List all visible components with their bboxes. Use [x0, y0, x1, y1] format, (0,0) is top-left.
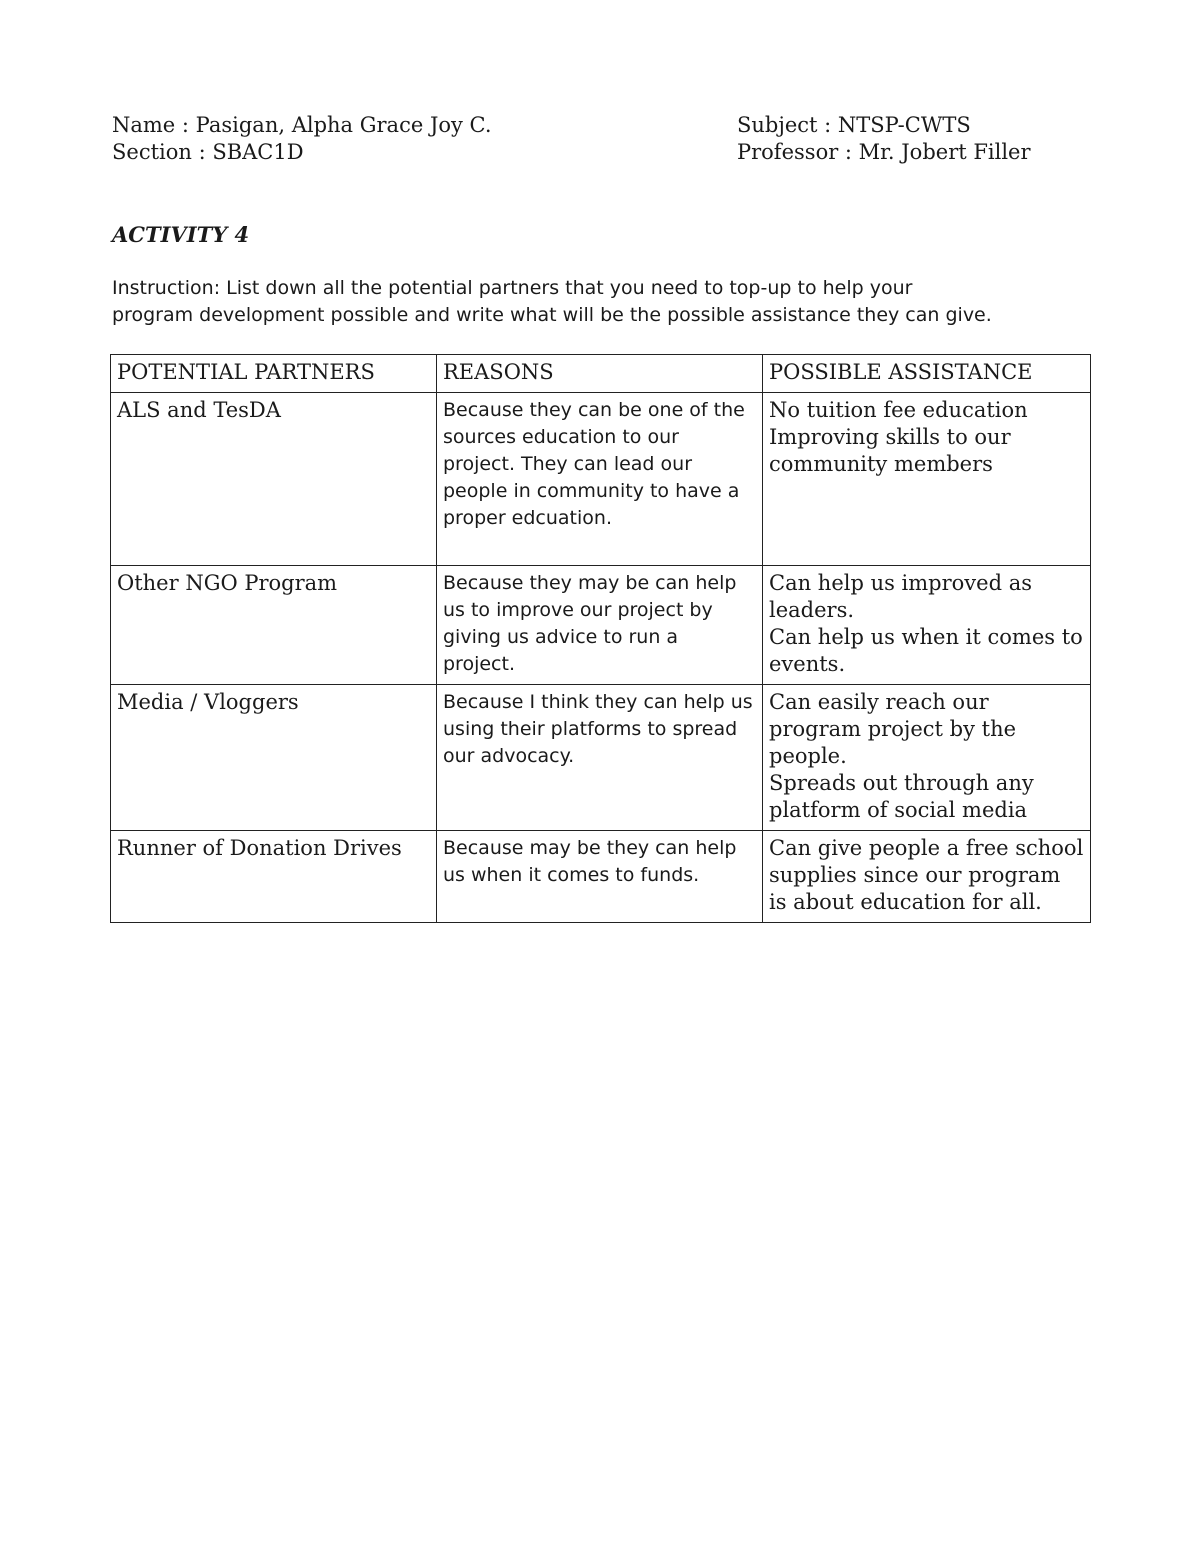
- assistance-cell: [763, 393, 1091, 566]
- partners-table: [110, 354, 1091, 923]
- table-row: [111, 393, 1091, 566]
- header-right: [737, 112, 1031, 166]
- instruction-text: [112, 275, 1092, 329]
- student-section: Section : SBAC1D: [112, 140, 304, 164]
- instruction-line-1: Instruction: List down all the potential partners that you need to top-up to help your: [112, 277, 913, 299]
- assistance-line: Can help us when it comes to events.: [769, 625, 1083, 676]
- header-reasons: REASONS: [437, 355, 763, 393]
- reason-cell: Because they may be can help us to improve our project by giving us advice to run a project.: [437, 566, 763, 685]
- professor: Professor : Mr. Jobert Filler: [737, 140, 1031, 164]
- table-row: [111, 831, 1091, 923]
- partner-cell: Other NGO Program: [111, 566, 437, 685]
- table-row: [111, 685, 1091, 831]
- header-potential-partners: POTENTIAL PARTNERS: [111, 355, 437, 393]
- assistance-line: Improving skills to our community members: [769, 425, 1011, 476]
- table-header-row: [111, 355, 1091, 393]
- reason-cell: Because may be they can help us when it comes to funds.: [437, 831, 763, 923]
- assistance-cell: [763, 831, 1091, 923]
- assistance-line: Spreads out through any platform of social media: [769, 771, 1034, 822]
- assistance-cell: [763, 685, 1091, 831]
- assistance-cell: [763, 566, 1091, 685]
- instruction-line-2: program development possible and write what will be the possible assistance they can give.: [112, 304, 992, 326]
- header-left: [112, 112, 492, 166]
- partner-cell: Media / Vloggers: [111, 685, 437, 831]
- assistance-line: Can easily reach our program project by the people.: [769, 690, 1017, 768]
- subject: Subject : NTSP-CWTS: [737, 113, 971, 137]
- reason-cell: Because they can be one of the sources education to our project. They can lead our people in community to have a proper edcuation.: [437, 393, 763, 566]
- partner-cell: Runner of Donation Drives: [111, 831, 437, 923]
- assistance-line: Can give people a free school supplies since our program is about education for all.: [769, 836, 1084, 914]
- activity-title: ACTIVITY 4: [112, 222, 250, 247]
- assistance-line: Can help us improved as leaders.: [769, 571, 1033, 622]
- student-name: Name : Pasigan, Alpha Grace Joy C.: [112, 113, 492, 137]
- reason-cell: Because I think they can help us using their platforms to spread our advocacy.: [437, 685, 763, 831]
- assistance-line: No tuition fee education: [769, 398, 1028, 422]
- header-possible-assistance: POSSIBLE ASSISTANCE: [763, 355, 1091, 393]
- partner-cell: ALS and TesDA: [111, 393, 437, 566]
- table-row: [111, 566, 1091, 685]
